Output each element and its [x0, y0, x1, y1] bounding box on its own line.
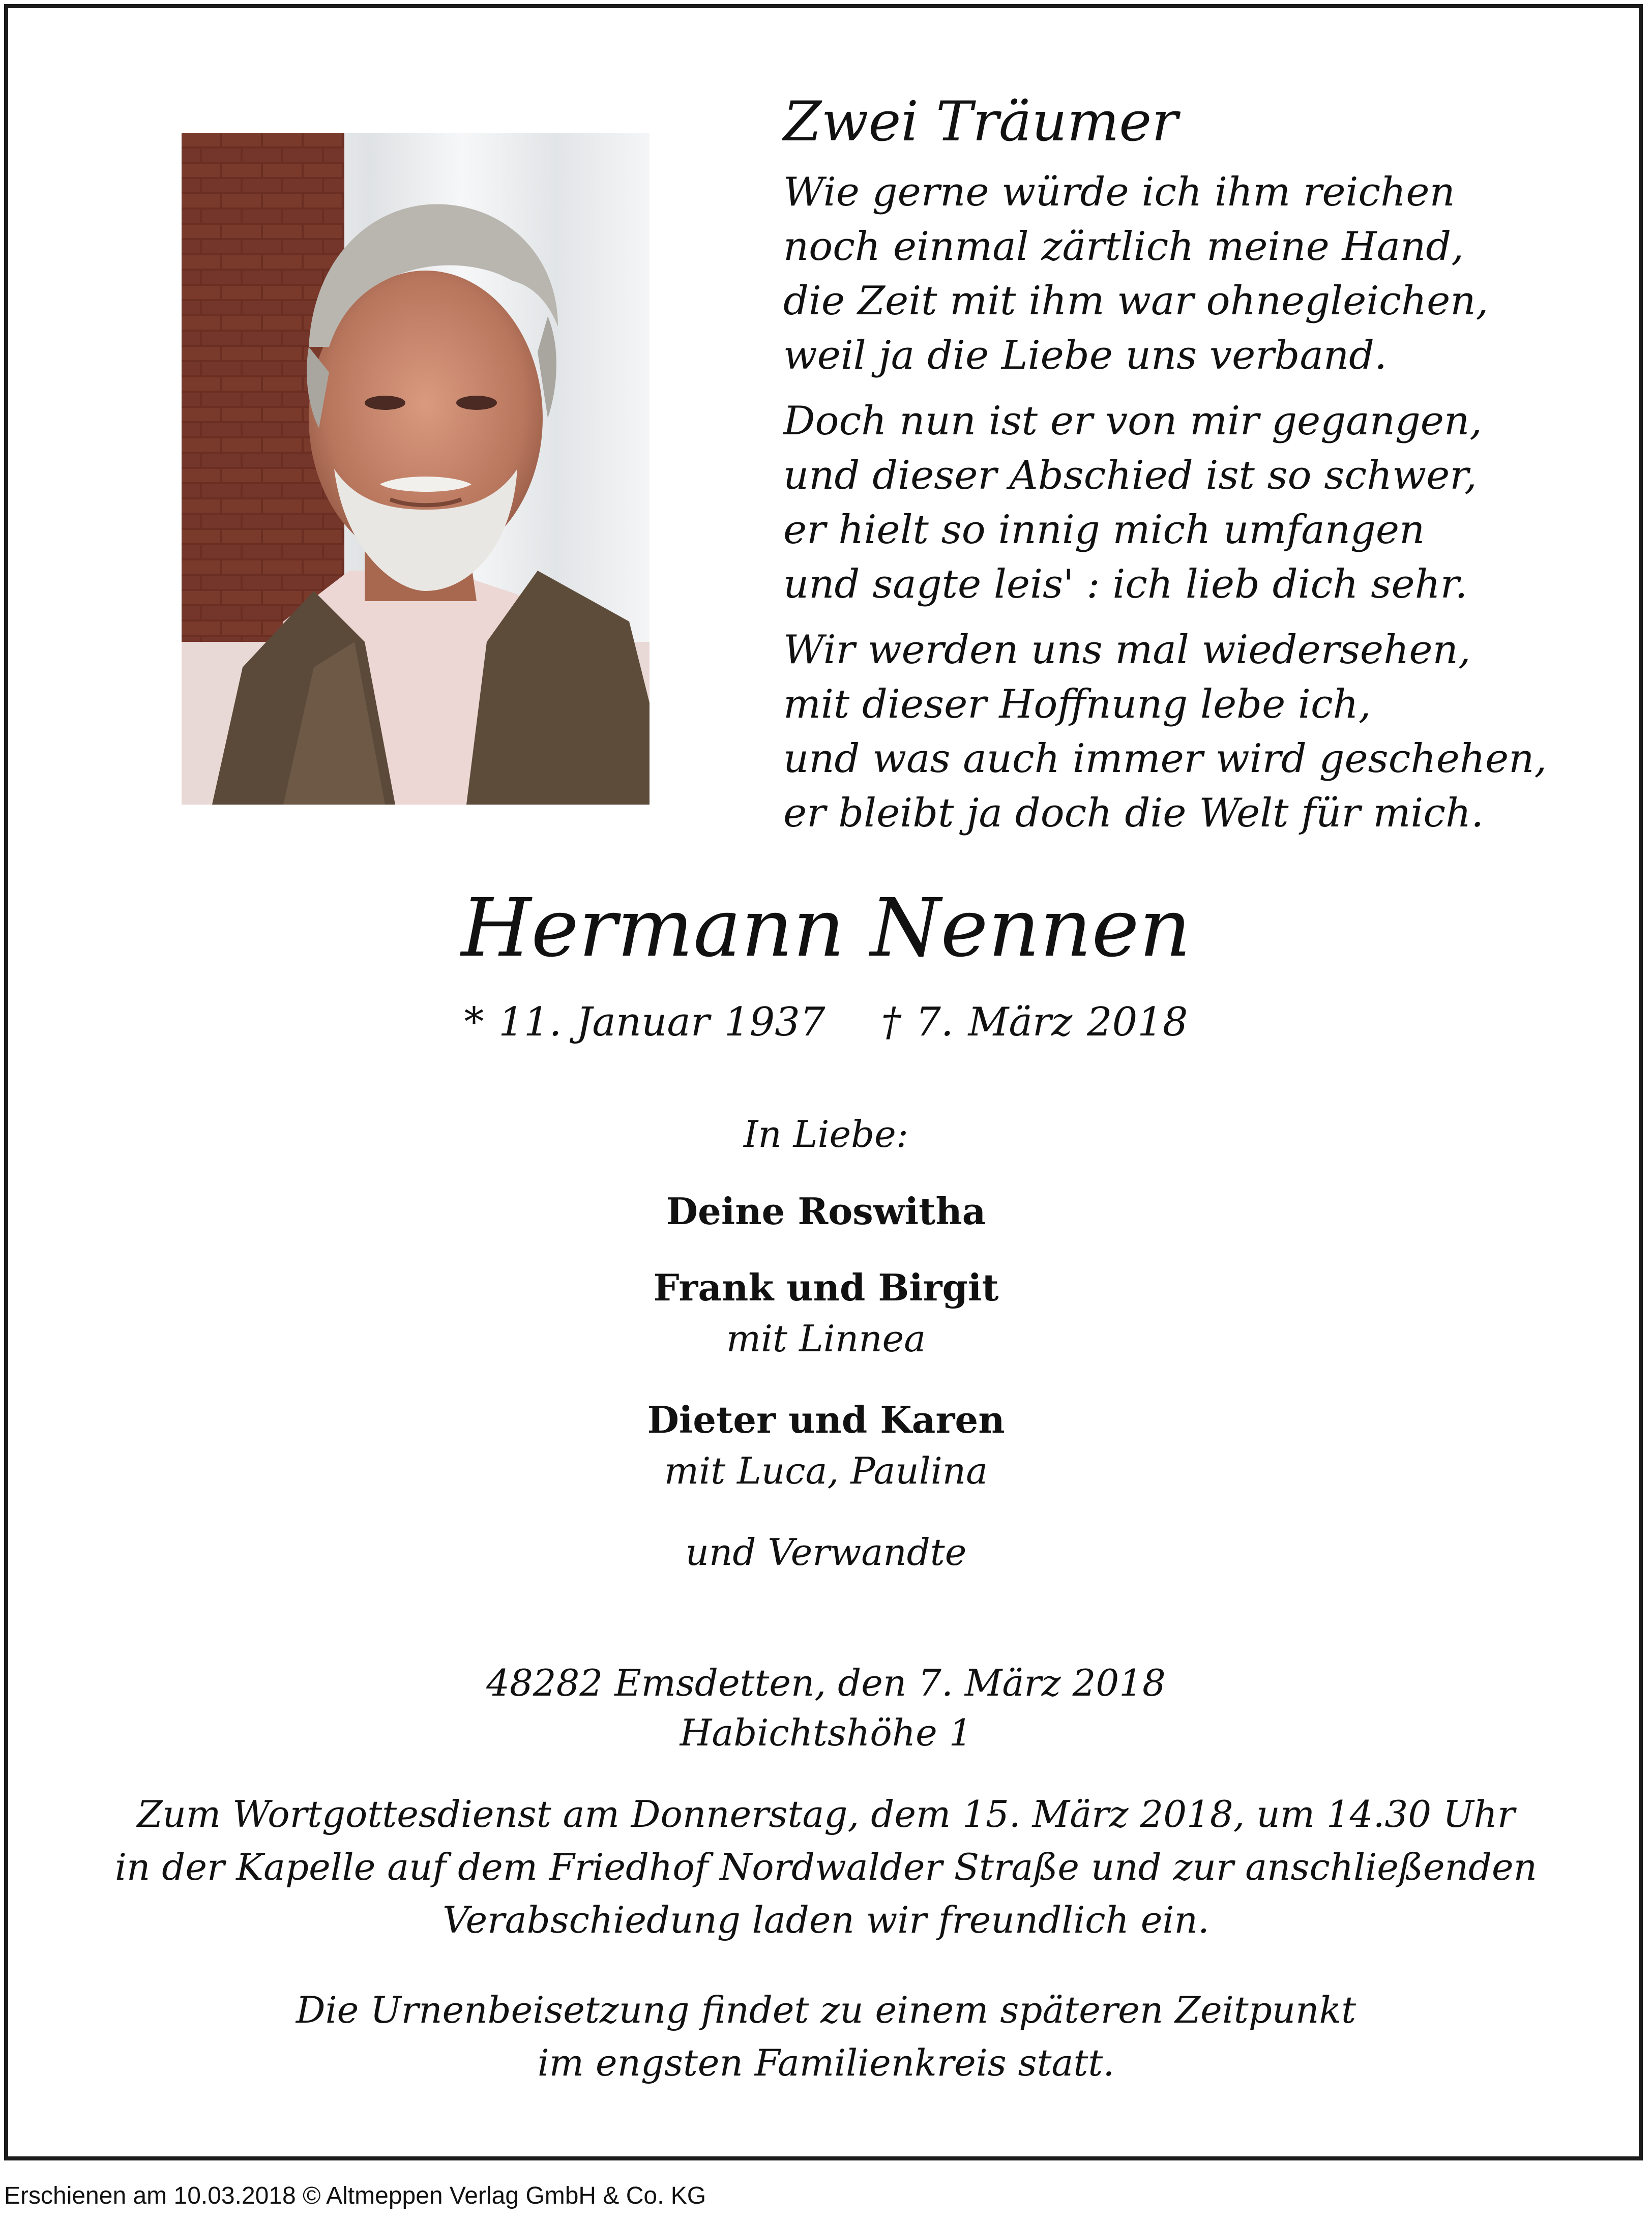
poem-line: Doch nun ist er von mir gegangen,: [783, 398, 1482, 444]
burial-line: im engsten Familienkreis statt.: [537, 2041, 1115, 2084]
portrait-photo: [182, 133, 650, 805]
relatives-line: und Verwandte: [685, 1531, 967, 1574]
publication-footer: Erschienen am 10.03.2018 © Altmeppen Verlag GmbH & Co. KG: [4, 2182, 706, 2209]
poem-line: er hielt so innig mich umfangen: [783, 507, 1425, 553]
mourner-sub: mit Linnea: [726, 1317, 926, 1360]
portrait-image: [182, 133, 650, 805]
burial-notice: [0, 1983, 1652, 2089]
poem-line: weil ja die Liebe uns verband.: [783, 333, 1387, 378]
poem-line: Wie gerne würde ich ihm reichen: [783, 169, 1455, 215]
poem-line: und dieser Abschied ist so schwer,: [783, 453, 1477, 498]
poem-line: er bleibt ja doch die Welt für mich.: [783, 790, 1484, 836]
poem-title: Zwei Träumer: [783, 90, 1178, 154]
death-date: † 7. März 2018: [881, 999, 1188, 1045]
mourner-group: [0, 1262, 1652, 1364]
service-notice: [0, 1788, 1652, 1946]
poem-line: mit dieser Hoffnung lebe ich,: [783, 682, 1371, 727]
poem-line: die Zeit mit ihm war ohnegleichen,: [783, 278, 1489, 324]
poem-stanza: [783, 165, 1597, 383]
poem-line: und was auch immer wird geschehen,: [783, 736, 1547, 782]
mourner-name: Frank und Birgit: [653, 1266, 999, 1309]
mourner-sub: mit Luca, Paulina: [664, 1449, 988, 1492]
service-line: Zum Wortgottesdienst am Donnerstag, dem 15. März 2018, um 14.30 Uhr: [137, 1793, 1515, 1835]
mourner-group: [0, 1395, 1652, 1496]
poem-stanza: [783, 623, 1597, 841]
birth-date: * 11. Januar 1937: [464, 999, 825, 1045]
poem-line: Wir werden uns mal wiedersehen,: [783, 627, 1471, 673]
address-line: Habichtshöhe 1: [680, 1711, 972, 1754]
mourner-group: [0, 1186, 1652, 1237]
poem: [783, 89, 1597, 852]
mourner-name: Deine Roswitha: [666, 1190, 986, 1233]
mourners-intro: In Liebe:: [743, 1113, 909, 1156]
deceased-name: Hermann Nennen: [461, 881, 1191, 975]
poem-line: und sagte leis' : ich lieb dich sehr.: [783, 561, 1468, 607]
burial-line: Die Urnenbeisetzung findet zu einem späteren Zeitpunkt: [296, 1989, 1356, 2031]
poem-stanza: [783, 394, 1597, 612]
address-line: 48282 Emsdetten, den 7. März 2018: [486, 1662, 1166, 1704]
life-dates: [0, 997, 1652, 1048]
mourners-list: [0, 1109, 1652, 1578]
poem-line: noch einmal zärtlich meine Hand,: [783, 224, 1464, 270]
address-block: [0, 1658, 1652, 1758]
service-line: in der Kapelle auf dem Friedhof Nordwalder Straße und zur anschließenden: [114, 1846, 1537, 1888]
service-line: Verabschiedung laden wir freundlich ein.: [442, 1899, 1210, 1941]
mourner-name: Dieter und Karen: [647, 1398, 1005, 1441]
